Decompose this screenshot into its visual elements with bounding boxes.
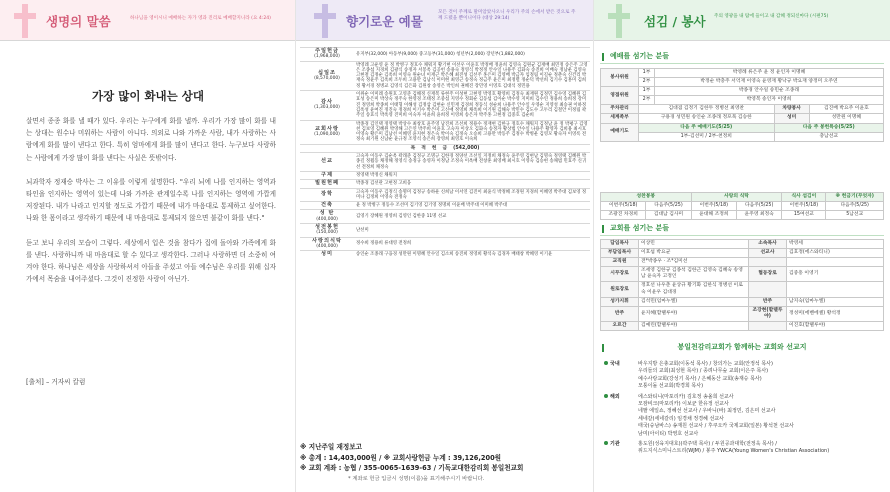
mission-list bbox=[600, 361, 884, 459]
mission-group bbox=[600, 441, 884, 456]
table-row bbox=[601, 96, 884, 105]
staff-names: 이호섭 박요균 bbox=[639, 249, 749, 258]
header-verse: 하나님을 영이시니 예배하는 자가 영과 진리로 예배할지니라 (요 4:24) bbox=[130, 16, 271, 21]
offering-subheading-row bbox=[300, 144, 590, 152]
member-cell: 윤주영 최정숙 bbox=[736, 211, 781, 220]
prayer-heading: 다음 주 예배기도(5/25) bbox=[639, 123, 775, 132]
role-label: 주차관리 bbox=[601, 105, 639, 114]
role-label: 영접위원 bbox=[601, 87, 639, 105]
role-members: 박종경 안수일 송민순 조종래 bbox=[655, 87, 884, 96]
mission-category-label: 기관 bbox=[610, 441, 620, 448]
table-row bbox=[601, 211, 884, 220]
offering-label-cell bbox=[300, 251, 354, 259]
offering-label-cell bbox=[300, 153, 354, 172]
section-heading-missions: 봉일천감리교회가 함께하는 교회와 선교지 bbox=[600, 341, 884, 355]
week-cell: 다음주(5/25) bbox=[826, 202, 884, 211]
staff-role bbox=[749, 321, 787, 330]
panel-title: 향기로운 예물 bbox=[346, 14, 423, 29]
cross-icon bbox=[606, 4, 632, 38]
member-cell: 김대남 김사미 bbox=[646, 211, 691, 220]
offering-row bbox=[300, 224, 590, 238]
offering-row bbox=[300, 251, 590, 259]
staff-names: 김예린(할렐루야) bbox=[639, 321, 749, 330]
staff-row bbox=[601, 306, 884, 321]
staff-names: 남지숙(임마누엘) bbox=[787, 297, 884, 306]
panel-header bbox=[594, 0, 890, 40]
offering-amount: (8,570,000) bbox=[314, 75, 340, 81]
summary-note: * 계좌로 헌금 입금시 성명(이름)을 표기해주시기 바랍니다. bbox=[348, 475, 485, 482]
week-cell: 다음주(5/25) bbox=[736, 202, 781, 211]
service-number: 2부 bbox=[639, 78, 655, 87]
staff-names bbox=[787, 282, 884, 297]
section-heading-worship: 예배를 섬기는 분들 bbox=[600, 50, 884, 64]
offering-label: 장학 bbox=[320, 191, 334, 198]
offering-row bbox=[300, 171, 590, 179]
list-item bbox=[600, 448, 884, 455]
panel-offerings bbox=[296, 0, 594, 492]
staff-names: 이상민 bbox=[639, 240, 749, 249]
header-verse: 모든 것이 주께로 말미암았사오니 우리가 주의 손에서 받은 것으로 주께 드렸을 뿐이니이다 (대상 29:14) bbox=[438, 10, 576, 21]
offering-label-cell bbox=[300, 171, 354, 179]
essay-paragraph: 듣고 보니 우리의 모습이 그렇다. 세상에서 입은 것을 참다가 집에 돌아와 가족에게 화를 낸다. 사랑하니까 내 마음대로 할 수 있다고 생각한다. 그러나 사랑하면 더 소중히 여겨야 한다. 하나님은 세상을 사랑하셔서 아들을 주셨고 아들 예수님은 우리를 위해 십자가에서 목숨을 내어주셨다. 그것이 진정한 사랑이 아닌가. bbox=[26, 238, 276, 284]
offering-row bbox=[300, 237, 590, 251]
offering-amount: (1,303,000) bbox=[314, 105, 340, 111]
offering-names: 정수희 정용희 류대영 전정희 bbox=[354, 237, 590, 251]
staff-names: 김석민(임마누엘) bbox=[639, 297, 749, 306]
staff-role: 협동장로 bbox=[749, 267, 787, 282]
offering-amount: (1,968,000) bbox=[314, 54, 340, 60]
table-row bbox=[601, 202, 884, 211]
table-row bbox=[601, 78, 884, 87]
offering-label: 주일헌금 bbox=[314, 48, 340, 54]
list-item bbox=[600, 431, 884, 438]
mission-entry: 세네갈(세네갈리) 임경채 정경혜 선교사 bbox=[638, 415, 724, 422]
offering-amount: (400,000) bbox=[316, 243, 338, 249]
essay-source: [출처] – 거자씨 칼럼 bbox=[26, 378, 86, 386]
offering-label: 목적헌금 bbox=[410, 145, 454, 151]
staff-role: 교직원 bbox=[601, 258, 639, 267]
offering-amount: (400,000) bbox=[316, 216, 338, 222]
staff-names bbox=[787, 258, 884, 267]
staff-role: 시무장로 bbox=[601, 267, 639, 282]
member-cell: 15여선교 bbox=[782, 211, 826, 220]
offering-names: 송인순 조종래 구융경 성만원 이명혜 안수일 김소희 송진희 정영희 황석숙 김경자 배태창 박혜영 이기윤 bbox=[354, 251, 590, 259]
staff-role: 선교사 bbox=[749, 249, 787, 258]
service-number: 1부 bbox=[639, 87, 655, 96]
mission-entry: 남미(아이티) 박영호 선교사 bbox=[638, 430, 699, 437]
role-label: 차량봉사 bbox=[774, 105, 809, 114]
mission-entry: 우리들의 교회(최성현 목사) / 종려나무숲 교회(이은주 목사) bbox=[638, 368, 769, 375]
offering-names: 정영택 박정신 채워지 bbox=[354, 171, 590, 179]
staff-role: 반주 bbox=[601, 306, 639, 321]
staff-names: 전*박종우 · 조*김미선 bbox=[639, 258, 749, 267]
cross-icon bbox=[12, 4, 38, 38]
essay-paragraph: 뇌과학자 정재승 박사는 그 이유를 이렇게 설명한다. "우리 뇌에 나를 인지하는 영역과 타인을 인지하는 영역이 있는데 나와 가까운 관계일수록 나를 인지하는 영역에 가깝게 저장된다. 내가 나라고 인지할 정도로 가깝기 때문에 내가 마음대로 통제하고 싶어한다. 나와 한 몸이라고 생각하기 때문에 내 마음대로 통제되지 않으면 불같이 화를 낸다." bbox=[26, 177, 276, 223]
offering-amount: (1,090,000) bbox=[314, 132, 340, 138]
role-label: 성미 bbox=[774, 114, 809, 123]
staff-role: 소속목사 bbox=[749, 240, 787, 249]
offering-label-cell bbox=[300, 180, 354, 188]
panel-title: 생명의 말씀 bbox=[46, 14, 111, 29]
special-song-heading: 다음 주 봉헌특송(5/25) bbox=[774, 123, 883, 132]
summary-account: ※ 교회 계좌 : 농협 / 355-0065-1639-63 / 기독교대한감리회 봉일천교회 bbox=[300, 464, 524, 472]
offering-row bbox=[300, 48, 590, 62]
mission-category bbox=[604, 441, 620, 448]
role-label: 세계족부 bbox=[601, 114, 639, 123]
role-label: 예배기도 bbox=[601, 123, 639, 141]
mission-entry: 홍도원(성육지대호)(곽주택 목사) / 두원공과대학(전정욱 목사) / bbox=[638, 441, 777, 448]
list-item bbox=[600, 383, 884, 390]
bullet-icon bbox=[604, 361, 608, 365]
member-cell: 윤대해 조정희 bbox=[691, 211, 736, 220]
list-item bbox=[600, 368, 884, 375]
table-row bbox=[601, 132, 884, 141]
staff-names: 정호선 나우춘 윤상규 황기화 김한식 정병선 이로숙 이윤우 김대경 bbox=[639, 282, 749, 297]
panel-title: 섬김 / 봉사 bbox=[644, 14, 706, 29]
offering-label-cell bbox=[300, 188, 354, 202]
staff-role: 성가지휘 bbox=[601, 297, 639, 306]
panel-word-of-life bbox=[0, 0, 296, 492]
offering-amount: (150,000) bbox=[316, 230, 338, 236]
offering-row bbox=[300, 91, 590, 120]
offering-amount: (542,000) bbox=[453, 145, 480, 151]
staff-row bbox=[601, 240, 884, 249]
staff-row bbox=[601, 267, 884, 282]
list-item bbox=[600, 423, 884, 430]
column-header: 성찬봉봉 bbox=[601, 193, 692, 202]
offering-row bbox=[300, 202, 590, 210]
week-cell: 다음주(5/25) bbox=[646, 202, 691, 211]
offering-names: 고숙자 이동우 김순옥 곽래준 김정규 조명규 김한경 정양선 조선일 지정희 채정숙 윤주영 김현남 김명숙 정영택 김혜원 박종길 정월동 채정해 정영식 송정규 송영자 이정남 조정숙 이옥배 전창훈 최영배 최시호 이영숙 김승현 송채범 민효주 신귀선 전정희 채정숙 bbox=[354, 153, 590, 172]
member-cell: 조광진 차경희 bbox=[601, 211, 646, 220]
column-header: ※ 헌금기(무엇자) bbox=[826, 193, 884, 202]
essay-title: 가장 많이 화내는 상대 bbox=[92, 89, 204, 103]
column-header: 사랑의 식탁 bbox=[691, 193, 782, 202]
mission-category-label: 국내 bbox=[610, 361, 620, 367]
table-row bbox=[601, 87, 884, 96]
staff-role: 부담임목사 bbox=[601, 249, 639, 258]
offering-names: 박영례 고운영 윤 정 박병구 정호수 채워지 황기현 이선우 이윤호 박정배 정윤희 김영숙 김원균 김재배 최민정 송은주 고영은 조종섭 지경희 김광식 송정자 서봉옥 김공헌 송용숙 정영식 박정정 안수일 나용주 김화숙 송진희 이배숙 정남운 김영숙 고현철 김정순 김옥희 이영숙 원순녀 이재근 박은혜 최진성 김선주 홍은미 김영배 박금자 임정림 이길순 정춘숙 신건리 박재숙 정윤주 김옥희 조두희 고용만 김남석 이미현 최영근 송정숙 정금주 윤은미 최정렬 정순덕 박선희 김기수 김홍미 김희정 황서경 정병교 김영식 김은화 김원창 송영은 박인희 권혜진 장민영 이영호 김대석 정민용 bbox=[354, 61, 590, 90]
offering-label: 교회사랑 bbox=[314, 125, 340, 132]
finance-summary bbox=[300, 442, 590, 484]
staff-role bbox=[749, 282, 787, 297]
mission-entry: 예수사랑교회(강성기 목사) / 은혜동산 교회(송재승 목사) bbox=[638, 375, 762, 382]
meal-service-table bbox=[600, 192, 884, 220]
offering-label: 사랑의식탁 bbox=[311, 237, 343, 244]
staff-row bbox=[601, 249, 884, 258]
worship-service-table bbox=[600, 68, 884, 142]
role-members: 김진배 박요주 이윤호 bbox=[809, 105, 883, 114]
offering-row bbox=[300, 120, 590, 144]
table-row bbox=[601, 123, 884, 132]
prayer-members: 1부-김선미 / 2부-천정희 bbox=[639, 132, 775, 141]
offering-names: 윤 정 박병구 정동수 조선미 김기영 김기영 정명희 이윤배 박주대 이미혜 박주대 bbox=[354, 202, 590, 210]
offering-row bbox=[300, 180, 590, 188]
role-members: 김대겸 김정기 김한두 정병선 최영찬 bbox=[639, 105, 775, 114]
summary-heading: ※ 지난주일 재정보고 bbox=[300, 443, 362, 451]
special-song-members: 충남선교 bbox=[774, 132, 883, 141]
staff-row bbox=[601, 258, 884, 267]
role-members: 성만원 이명혜 bbox=[809, 114, 883, 123]
staff-role: 반주 bbox=[749, 297, 787, 306]
offering-row bbox=[300, 153, 590, 172]
staff-role bbox=[749, 258, 787, 267]
table-row bbox=[601, 114, 884, 123]
offering-label-cell bbox=[300, 210, 354, 224]
table-row bbox=[601, 69, 884, 78]
section-heading-staff: 교회를 섬기는 분들 bbox=[600, 222, 884, 236]
offering-row bbox=[300, 210, 590, 224]
staff-role: 담임목사 bbox=[601, 240, 639, 249]
offering-names: 이위순 이미례 송원호 고영준 김해정 신재복 류현주 이성현 고현영 박영호 황영희 김정숙 최재원 김정민 김수영 김혜원 김효성 송은미 박상숙 정주숙 한영경 조태정 조중섭 지영수 정회순 김동섭 김이순 박수영 지미희 김수연 정용희 송희정 강미진 정영희 박종희 이태형 이해성 김정삼 김현순 신민재 김경희 정동식 성순희 나용주 안수일 우영순 지영성 최승권 이하정 김옥성 윤여진 정진숙 정경희 이기수 박은미 고신애 정영희 채옥희 이기원 김해숙 박민수 김도수 고두리 김철안 이정림 곽주일 송효식 박옥영 진미희 이숙자 이윤희 윤희정 이영희 송은자 박주홍 고현정 김중호 김순희 bbox=[354, 91, 590, 120]
offering-row bbox=[300, 188, 590, 202]
offering-label: 성미 bbox=[320, 251, 334, 258]
staff-names: 윤지혜(할렐루야) bbox=[639, 306, 749, 321]
offering-label: 십일조 bbox=[317, 69, 337, 76]
offering-subheading bbox=[300, 144, 590, 152]
mission-entry: 에스와티니(마포리카) 김호정 송올희 선교사 bbox=[638, 393, 734, 400]
role-label: 봉사위원 bbox=[601, 69, 639, 87]
list-item bbox=[600, 408, 884, 415]
service-number: 1부 bbox=[639, 69, 655, 78]
staff-names: 김중흥 이영기 bbox=[787, 267, 884, 282]
offering-label-cell bbox=[300, 202, 354, 210]
cross-icon bbox=[312, 4, 338, 38]
staff-table bbox=[600, 239, 884, 331]
offering-names: 유지부(32,000) 아동부(9,000) 중고등부(31,000) 청년부(2,000) 장년부(1,882,000) bbox=[354, 48, 590, 62]
staff-role: 오르간 bbox=[601, 321, 639, 330]
offering-label: 성전봉헌 bbox=[314, 224, 340, 231]
offering-label-cell bbox=[300, 61, 354, 90]
mission-category-label: 해외 bbox=[610, 393, 620, 400]
essay-body bbox=[26, 115, 276, 297]
offering-label: 구제 bbox=[320, 171, 334, 178]
header-verse: 주의 영광을 내 탐에 들이고 내 감혜 정되신마다 (시편75) bbox=[714, 14, 829, 19]
mission-group bbox=[600, 361, 884, 391]
mission-category bbox=[604, 361, 620, 368]
table-row bbox=[601, 105, 884, 114]
member-cell: 5남선교 bbox=[826, 211, 884, 220]
offering-label-cell bbox=[300, 120, 354, 144]
bullet-icon bbox=[604, 394, 608, 398]
list-item bbox=[600, 394, 884, 401]
role-members: 박정순 박충주 서억재 이영숙 윤영재 황낙규 박요재 양정미 오주연 bbox=[655, 78, 884, 87]
offering-label-cell bbox=[300, 237, 354, 251]
week-cell: 이번주(5/18) bbox=[782, 202, 826, 211]
essay-paragraph: 살면서 종종 화를 낼 때가 있다. 우리는 누구에게 화를 낼까. 우리가 가장 많이 화를 내는 상대는 원수나 미워하는 사람이 아니다. 의외로 나와 가까운 사람, 내가 사랑하는 사람에게 화를 많이 낸다고 한다. 특히 엄마에게 화를 많이 낸다고 한다. 누구보다 사랑하는 사람에게 가장 많이 화를 낸다는 사실은 뜻밖이다. bbox=[26, 117, 276, 162]
offering-label-cell bbox=[300, 224, 354, 238]
mission-entry: 위드지식스미니스트리(WJM) / 봉주 YWCA(Young Women's Christian Association) bbox=[638, 448, 830, 455]
role-members: 박영복 송인자 이영희 bbox=[655, 96, 884, 105]
offering-table bbox=[300, 47, 590, 259]
summary-total: ※ 총계 : 14,403,000원 / ※ 교회사랑헌금 누계 : 39,126,200원 bbox=[300, 453, 502, 462]
mission-category bbox=[604, 394, 620, 401]
offering-label: 감사 bbox=[320, 99, 334, 106]
staff-names: 정성미(에벤에셀) 황석정 bbox=[787, 306, 884, 321]
staff-row bbox=[601, 282, 884, 297]
mission-entry: 모잠비크(마포리카) 이보균 한유정 선교사 bbox=[638, 401, 729, 408]
staff-role: 원로장로 bbox=[601, 282, 639, 297]
mission-entry: 태국(숭남바스) 송재원 선교사 / 후쿠오카 국제교회(일본) 황석천 선교사 bbox=[638, 423, 794, 430]
service-number: 2부 bbox=[639, 96, 655, 105]
staff-row bbox=[601, 297, 884, 306]
staff-names: 김호정(에스와티니) bbox=[787, 249, 884, 258]
offering-names: 고숙자 이동우 김정식 송명미 김정규 송하운 신희남 이서연 김진이 최윤식 박정혜 조경원 지경희 이혜영 박주대 김보영 정미나 김정희 이영숙 전정숙 bbox=[354, 188, 590, 202]
panel-header bbox=[296, 0, 593, 40]
staff-names: 조세영 김한규 김종석 김한근 김영숙 김혜숙 송영남 윤숙자 고정인 bbox=[639, 267, 749, 282]
role-members: 박영례 류은주 윤 정 윤인자 이명혜 bbox=[655, 69, 884, 78]
offering-row bbox=[300, 61, 590, 90]
offering-label: 빌원헌폐 bbox=[314, 180, 340, 187]
week-cell: 이번주(5/18) bbox=[601, 202, 646, 211]
mission-group bbox=[600, 394, 884, 438]
column-header: 식사 섬김이 bbox=[782, 193, 826, 202]
mission-entry: 바우지방 은총교회(이동석 목사) / 창의가는 교회(안정석 목사) bbox=[638, 361, 773, 367]
offering-names: 김영기 장혜원 정영희 김영인 김한중 11명 선교 bbox=[354, 210, 590, 224]
staff-names: 이진호(할렐루야) bbox=[787, 321, 884, 330]
staff-names: 박영세 bbox=[787, 240, 884, 249]
offering-label: 성 탄 bbox=[319, 210, 335, 217]
role-members: 구용경 성민원 송인순 조종래 정포묵 김승한 bbox=[639, 114, 775, 123]
panel-service bbox=[594, 0, 890, 492]
table-row bbox=[601, 193, 884, 202]
offering-label-cell bbox=[300, 91, 354, 120]
offering-label-cell bbox=[300, 48, 354, 62]
offering-label: 선교 bbox=[320, 158, 334, 165]
offering-names: 난선미 bbox=[354, 224, 590, 238]
week-cell: 이번주(5/18) bbox=[691, 202, 736, 211]
bullet-icon bbox=[604, 441, 608, 445]
offering-label: 건축 bbox=[320, 202, 334, 209]
panel-header bbox=[0, 0, 295, 40]
staff-role: 조강현(할렐루야) bbox=[749, 306, 787, 321]
offering-names: 박종경 김선관 고현정 고희웅 bbox=[354, 180, 590, 188]
mission-entry: 네팔 에일쇼, 정혜선 선교사 / 우바니(바) 최정민, 김은미 선교사 bbox=[638, 408, 776, 415]
staff-row bbox=[601, 321, 884, 330]
mission-entry: 모퉁이돌 선교회(박경희 목사) bbox=[638, 383, 704, 390]
offering-names: 박종경 김인택 정영택 박상수 최창호 윤주영 남진희 조선희 정용수 정재현 김한규 정호수 채워지 김정남 윤 정 박평구 김영천 김보영 김혜원 박영해 고은연 박주희 이윤호 고숙자 이상오 김화숙 송정자 황상범 안수일 나용주 황영자 김희용 최시호 이영숙 황은미 김남선 이혜영 윤지현 정은숙 박이숙 김정숙 오승희 고용만 박동주 김정수 박병운 김영모 황숙자 이영록 전정숙 최기원 신남순 윤규정 조영석 송은희 장영희 최영호 이숙희 bbox=[354, 120, 590, 144]
